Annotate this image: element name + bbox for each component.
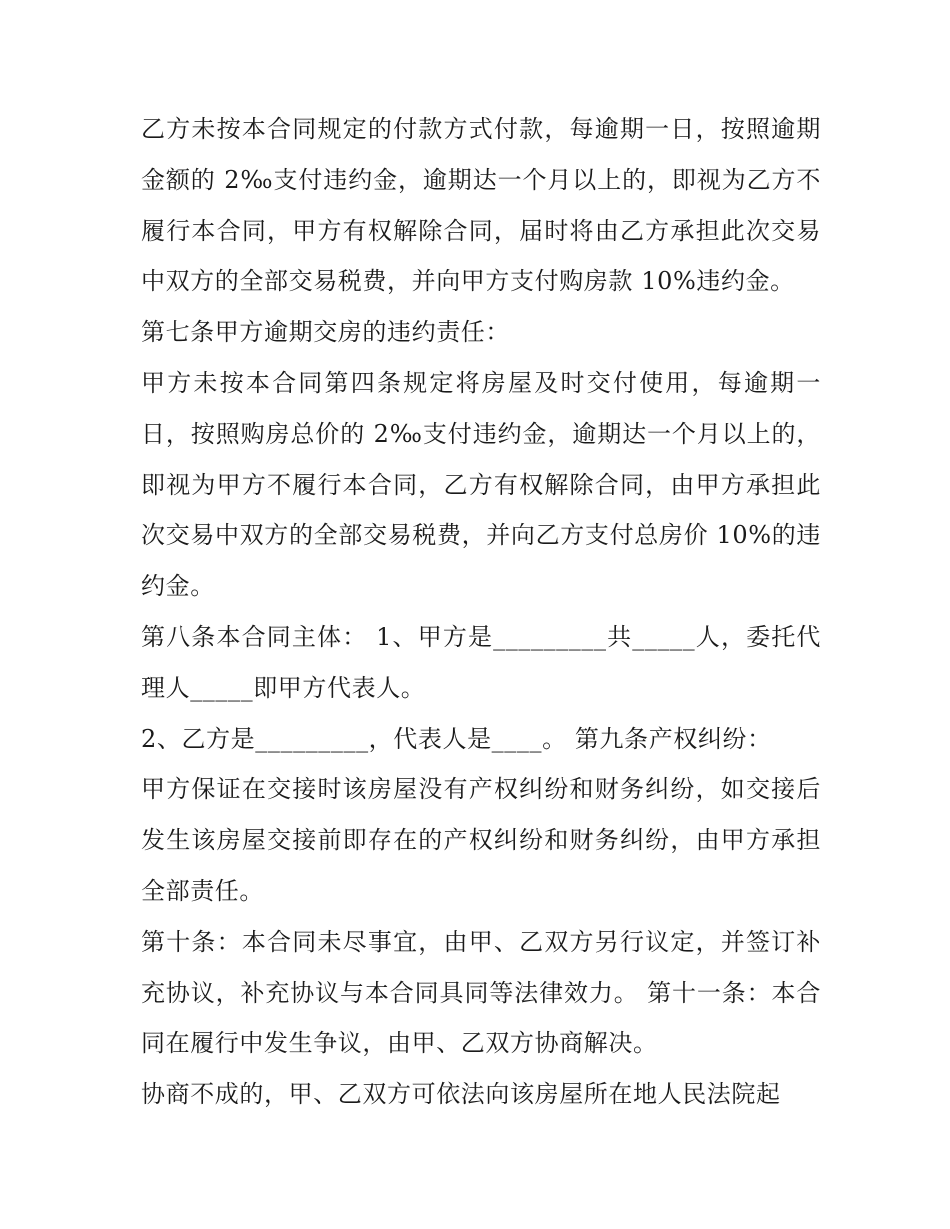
- paragraph-litigation: 协商不成的，甲、乙双方可依法向该房屋所在地人民法院起: [141, 1080, 781, 1109]
- document-body: [141, 104, 821, 1120]
- paragraph-article-7-heading: 第七条甲方逾期交房的违约责任：: [141, 318, 510, 347]
- paragraph-article-10-11: 第十条：本合同未尽事宜，由甲、乙双方另行议定，并签订补充协议，补充协议与本合同具同等法律效力。 第十一条：本合同在履行中发生争议，由甲、乙双方协商解决。: [141, 927, 821, 1058]
- paragraph-breach-seller-delivery: 甲方未按本合同第四条规定将房屋及时交付使用，每逾期一日，按照购房总价的 2‰支付违约金，逾期达一个月以上的，即视为甲方不履行本合同，乙方有权解除合同，由甲方承担此次交易中双方的全部交易税费，并向乙方支付总房价 10%的违约金。: [141, 368, 821, 601]
- paragraph-property-disputes: 甲方保证在交接时该房屋没有产权纠纷和财务纠纷，如交接后发生该房屋交接前即存在的产权纠纷和财务纠纷，由甲方承担全部责任。: [141, 775, 821, 905]
- paragraph-party-b-article-9: 2、乙方是_________，代表人是____。 第九条产权纠纷：: [141, 724, 772, 753]
- paragraph-article-8-parties: 第八条本合同主体： 1、甲方是_________共_____人，委托代理人_____即甲方代表人。: [141, 622, 821, 702]
- paragraph-breach-buyer-payment: 乙方未按本合同规定的付款方式付款，每逾期一日，按照逾期金额的 2‰支付违约金，逾期达一个月以上的，即视为乙方不履行本合同，甲方有权解除合同，届时将由乙方承担此次交易中双方的全部交易税费，并向甲方支付购房款 10%违约金。: [141, 115, 821, 296]
